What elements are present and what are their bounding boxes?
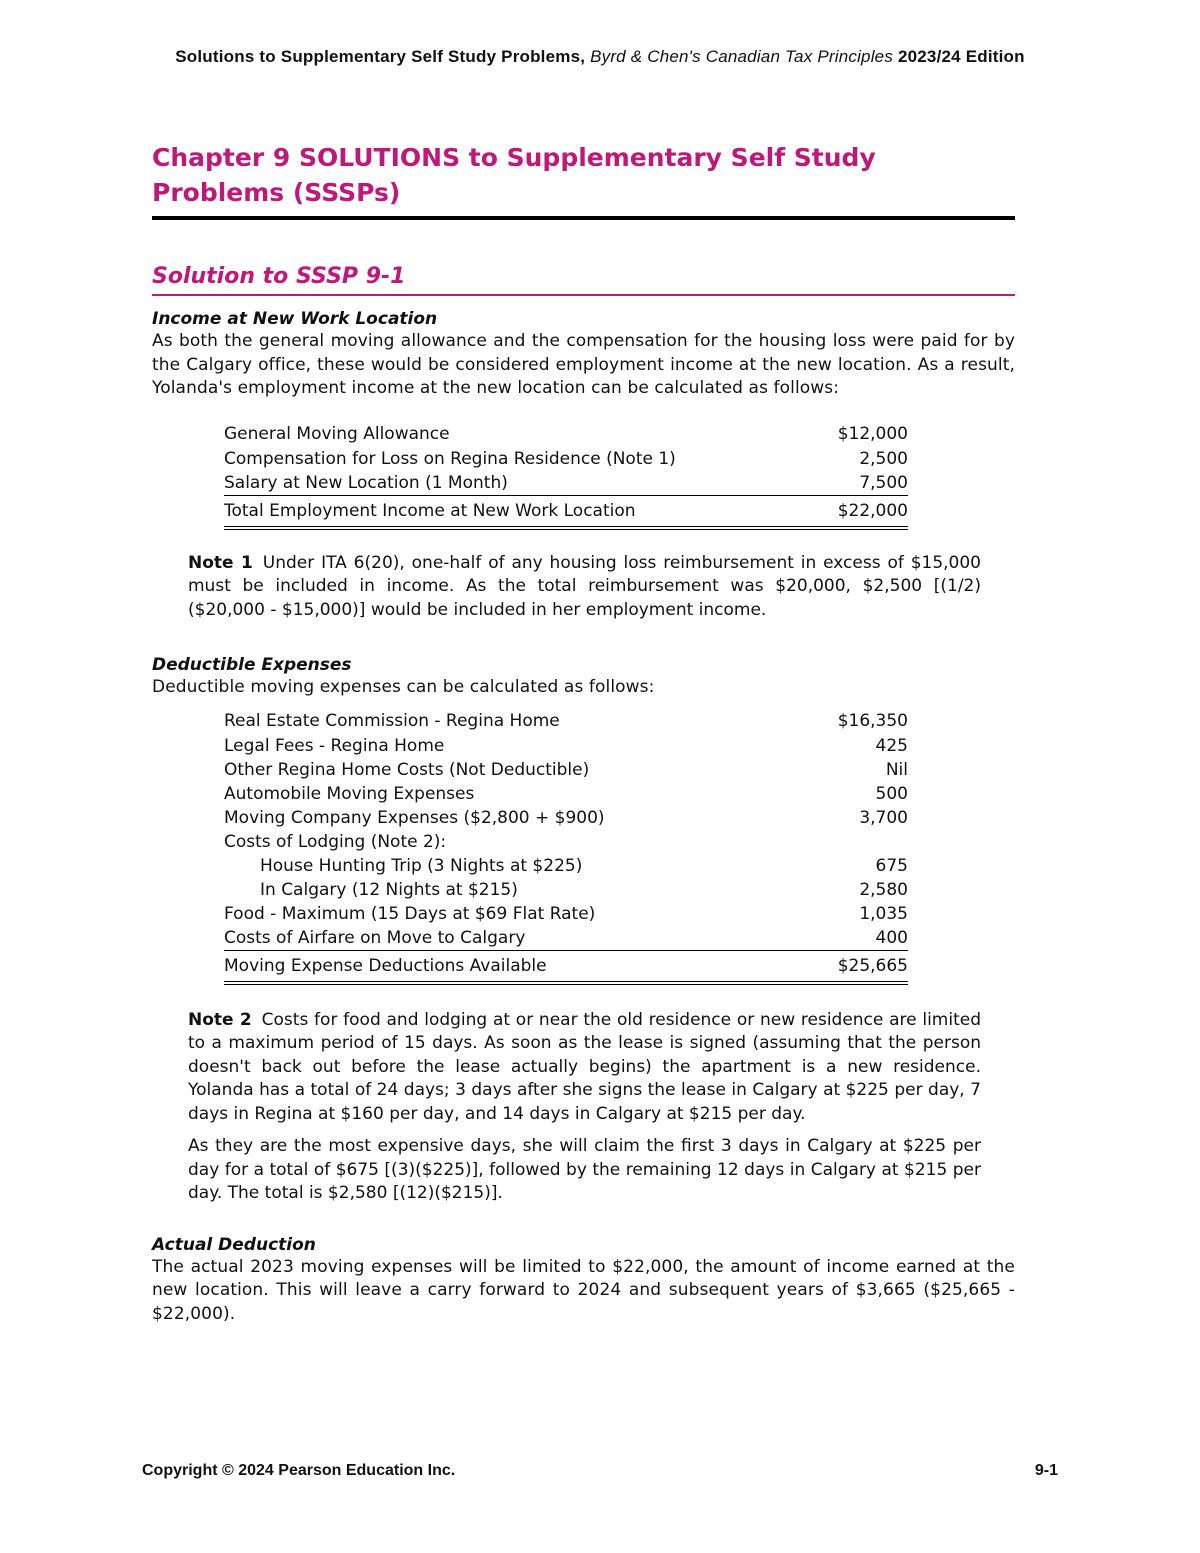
row-amount: 500 — [875, 783, 908, 804]
row-amount: $12,000 — [837, 423, 908, 444]
total-amount: $25,665 — [801, 950, 908, 983]
header-series: Solutions to Supplementary Self Study Problems, — [175, 47, 591, 66]
chapter-title: Chapter 9 SOLUTIONS to Supplementary Self Study Problems (SSSPs) — [152, 140, 1015, 220]
note-1 — [188, 552, 981, 623]
row-amount: 3,700 — [859, 807, 908, 828]
section-paragraph: Deductible moving expenses can be calculated as follows: — [152, 677, 655, 697]
section-expenses — [152, 654, 1015, 1206]
table-row — [224, 782, 908, 806]
row-label: In Calgary (12 Nights at $215) — [260, 879, 518, 900]
table-row — [224, 926, 908, 951]
row-label: Costs of Airfare on Move to Calgary — [224, 926, 801, 951]
solution-title: Solution to SSSP 9-1 — [152, 262, 1015, 296]
page-content — [152, 140, 1015, 1326]
row-label: General Moving Allowance — [224, 423, 450, 444]
section-heading: Income at New Work Location — [152, 309, 438, 329]
row-label: Other Regina Home Costs (Not Deductible) — [224, 759, 590, 780]
row-amount: 425 — [875, 735, 908, 756]
section-paragraph: The actual 2023 moving expenses will be limited to $22,000, the amount of income earned at the new location. This will leave a carry forward to 2024 and subsequent years of $3,665 ($25,665 - $22,000). — [152, 1256, 1015, 1324]
note-2-continued: As they are the most expensive days, she will claim the first 3 days in Calgary at $225 per day for a total of $675 [(3)($225)], followed by the remaining 12 days in Calgary at $215 per day. The total is $2,580 [(12)($215)]. — [188, 1136, 981, 1203]
section-paragraph: As both the general moving allowance and the compensation for the housing loss were paid for by the Calgary office, these would be considered employment income at the new location. As a result, Yolanda's employment income at the new location can be calculated as follows: — [152, 331, 1015, 398]
table-row — [224, 447, 908, 471]
row-label: Food - Maximum (15 Days at $69 Flat Rate) — [224, 903, 596, 924]
row-label: Legal Fees - Regina Home — [224, 735, 445, 756]
note-2 — [188, 1009, 981, 1127]
row-label: Compensation for Loss on Regina Residence (Note 1) — [224, 448, 676, 469]
note-label: Note 2 — [188, 1009, 252, 1030]
table-row — [224, 806, 908, 830]
page-number: 9-1 — [1034, 1462, 1058, 1479]
section-actual-deduction — [152, 1234, 1015, 1327]
table-row — [224, 830, 908, 854]
table-row — [224, 878, 908, 902]
header-edition: 2023/24 Edition — [893, 47, 1025, 66]
section-heading: Actual Deduction — [152, 1234, 316, 1255]
section-heading: Deductible Expenses — [152, 655, 352, 675]
row-amount: 7,500 — [816, 471, 908, 496]
row-label: Costs of Lodging (Note 2): — [224, 831, 447, 852]
row-label: Automobile Moving Expenses — [224, 783, 475, 804]
row-label: House Hunting Trip (3 Nights at $225) — [260, 855, 583, 876]
running-header — [0, 47, 1200, 67]
income-table — [224, 421, 908, 530]
note-text: Under ITA 6(20), one-half of any housing loss reimbursement in excess of $15,000 must be included in income. As the total reimbursement was $20,000, $2,500 [(1/2)($20,000 - $15,000)] would be included in her employment income. — [188, 552, 981, 620]
total-label: Total Employment Income at New Work Location — [224, 495, 816, 528]
table-row — [224, 471, 908, 496]
table-total-row — [224, 495, 908, 528]
table-total-row — [224, 950, 908, 983]
table-row — [224, 758, 908, 782]
page-footer — [142, 1462, 1058, 1480]
table-row — [224, 708, 908, 734]
row-label: Real Estate Commission - Regina Home — [224, 710, 560, 731]
row-amount: 675 — [875, 855, 908, 876]
section-income — [152, 308, 1015, 622]
row-amount: 400 — [801, 926, 908, 951]
note-text: Costs for food and lodging at or near the old residence or new residence are limited to a maximum period of 15 days. As soon as the lease is signed (assuming that the person doesn't back out before the lease actually begins) the apartment is a new residence. Yolanda has a total of 24 days; 3 days after she signs the lease in Calgary at $225 per day, 7 days in Regina at $160 per day, and 14 days in Calgary at $215 per day. — [188, 1009, 981, 1124]
row-amount: $16,350 — [837, 710, 908, 731]
note-label: Note 1 — [188, 552, 253, 573]
table-row — [224, 902, 908, 926]
total-label: Moving Expense Deductions Available — [224, 950, 801, 983]
table-row — [224, 854, 908, 878]
row-amount: 2,500 — [859, 448, 908, 469]
table-row — [224, 734, 908, 758]
row-label: Moving Company Expenses ($2,800 + $900) — [224, 807, 605, 828]
header-book-title: Byrd & Chen's Canadian Tax Principles — [590, 47, 894, 66]
row-amount: 2,580 — [859, 879, 908, 900]
copyright: Copyright © 2024 Pearson Education Inc. — [142, 1462, 456, 1479]
row-amount — [801, 830, 908, 854]
total-amount: $22,000 — [816, 495, 908, 528]
row-label: Salary at New Location (1 Month) — [224, 471, 816, 496]
expense-table — [224, 708, 908, 985]
row-amount: Nil — [885, 759, 908, 780]
table-row — [224, 421, 908, 447]
row-amount: 1,035 — [859, 903, 908, 924]
